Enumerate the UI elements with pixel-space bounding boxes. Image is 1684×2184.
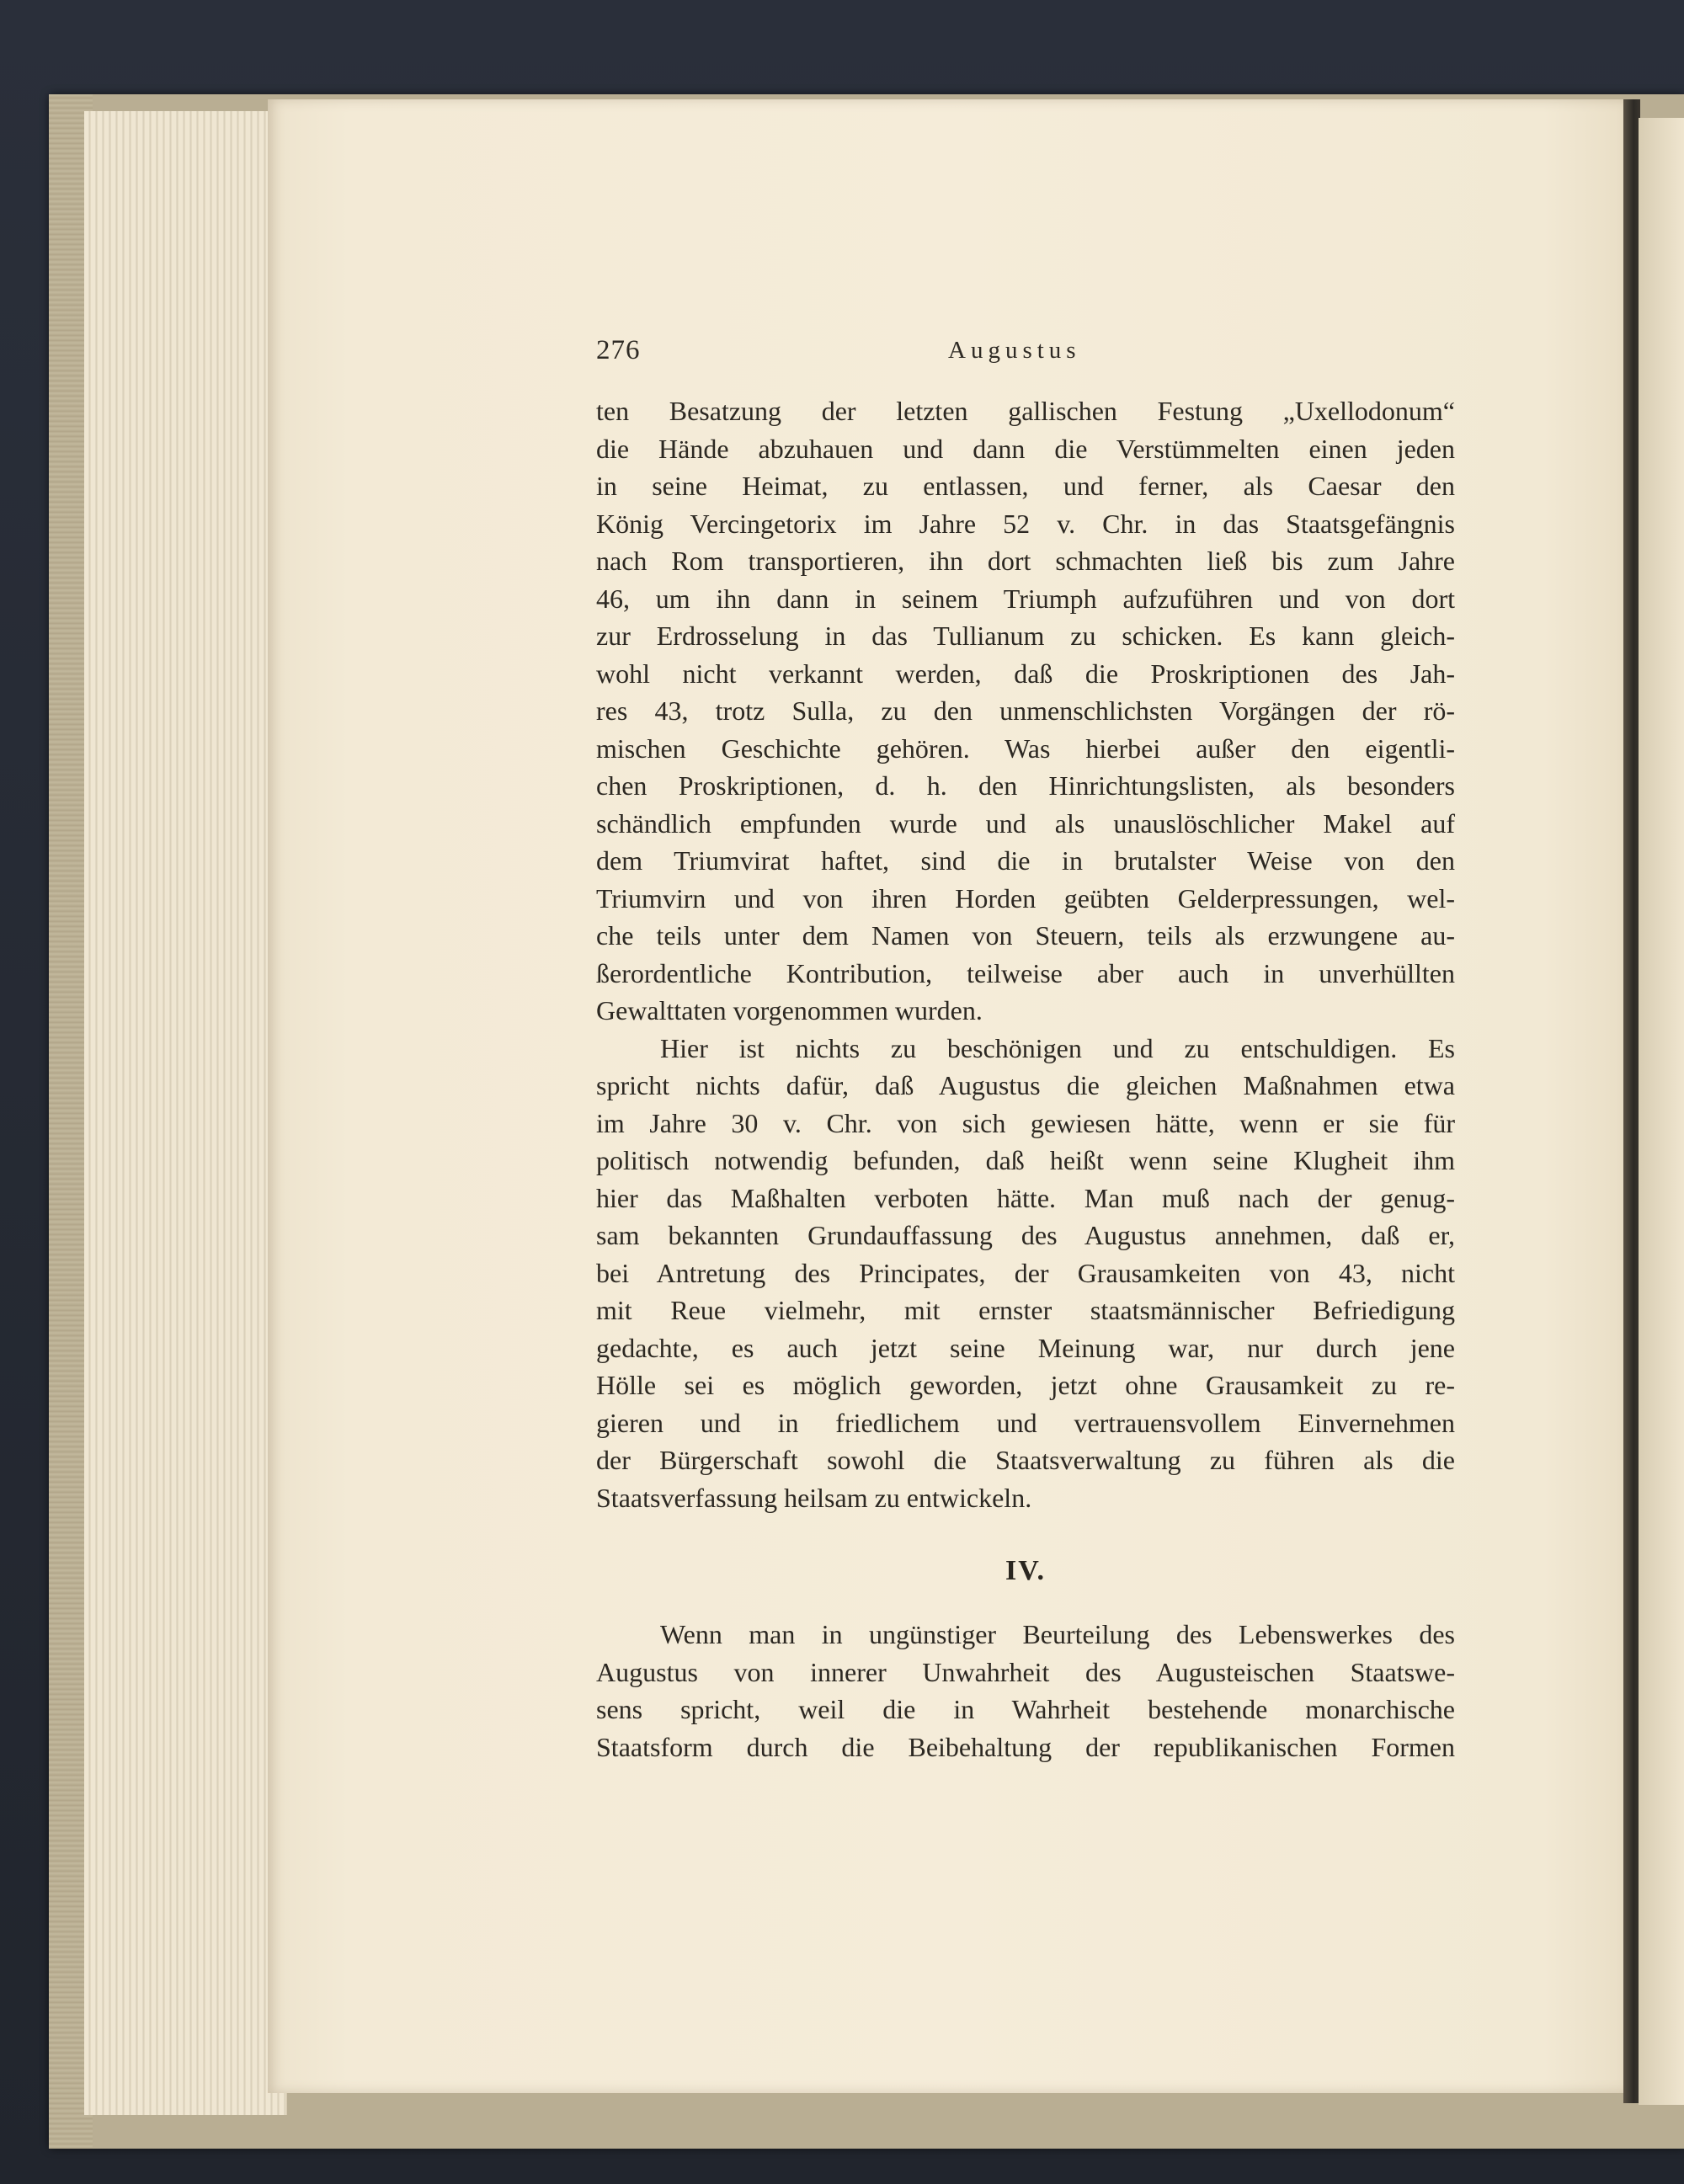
text-line: Staatsverfassung heilsam zu entwickeln. bbox=[596, 1482, 1032, 1513]
text-line: schändlich empfunden wurde und als unauslöschlicher Makel auf bbox=[596, 807, 1455, 839]
text-line: gedachte, es auch jetzt seine Meinung war, nur durch jene bbox=[596, 1332, 1455, 1363]
text-line: im Jahre 30 v. Chr. von sich gewiesen hätte, wenn er sie für bbox=[596, 1107, 1455, 1138]
facing-page-edge bbox=[1639, 118, 1684, 2105]
text-line: nach Rom transportieren, ihn dort schmachten ließ bis zum Jahre bbox=[596, 546, 1455, 576]
text-line: bei Antretung des Principates, der Grausamkeiten von 43, nicht bbox=[596, 1257, 1455, 1288]
text-line: Triumvirn und von ihren Horden geübten Gelderpressungen, wel- bbox=[596, 882, 1455, 914]
paragraph-3 bbox=[596, 1616, 1455, 1766]
body-text bbox=[596, 392, 1455, 1766]
text-line: König Vercingetorix im Jahre 52 v. Chr. in das Staatsgefängnis bbox=[596, 508, 1455, 539]
text-line: gieren und in friedlichem und vertrauensvollem Einvernehmen bbox=[596, 1407, 1455, 1438]
page-edges-stack bbox=[84, 111, 287, 2115]
text-line: dem Triumvirat haftet, sind die in brutalster Weise von den bbox=[596, 845, 1455, 876]
running-head: Augustus bbox=[948, 337, 1081, 364]
text-line: sam bekannten Grundauffassung des Augustus annehmen, daß er, bbox=[596, 1220, 1455, 1250]
text-line: in seine Heimat, zu entlassen, und ferner, als Caesar den bbox=[596, 471, 1455, 501]
text-line: 46, um ihn dann in seinem Triumph aufzuführen und von dort bbox=[596, 583, 1455, 614]
text-line: che teils unter dem Namen von Steuern, teils als erzwungene au- bbox=[596, 920, 1455, 951]
text-line: ten Besatzung der letzten gallischen Festung „Uxellodonum“ bbox=[596, 396, 1455, 426]
text-line: spricht nichts dafür, daß Augustus die gleichen Maßnahmen etwa bbox=[596, 1070, 1455, 1100]
page-header bbox=[596, 335, 1455, 369]
text-line: mit Reue vielmehr, mit ernster staatsmännischer Befriedigung bbox=[596, 1295, 1455, 1325]
paragraph-1 bbox=[596, 392, 1455, 1030]
text-line: Hier ist nichts zu beschönigen und zu entschuldigen. Es bbox=[660, 1032, 1455, 1063]
text-line: sens spricht, weil die in Wahrheit bestehende monarchische bbox=[596, 1694, 1455, 1724]
text-line: der Bürgerschaft sowohl die Staatsverwaltung zu führen als die bbox=[596, 1445, 1455, 1475]
text-line: zur Erdrosselung in das Tullianum zu schicken. Es kann gleich- bbox=[596, 621, 1455, 651]
text-line: Staatsform durch die Beibehaltung der republikanischen Formen bbox=[596, 1731, 1455, 1762]
text-line: ßerordentliche Kontribution, teilweise aber auch in unverhüllten bbox=[596, 957, 1455, 988]
text-line: Wenn man in ungünstiger Beurteilung des Lebenswerkes des bbox=[660, 1619, 1455, 1649]
text-line: wohl nicht verkannt werden, daß die Proskriptionen des Jah- bbox=[596, 658, 1455, 689]
text-line: Hölle sei es möglich geworden, jetzt ohne Grausamkeit zu re- bbox=[596, 1370, 1455, 1400]
text-line: mischen Geschichte gehören. Was hierbei außer den eigentli- bbox=[596, 732, 1455, 764]
text-line: Augustus von innerer Unwahrheit des Augusteischen Staatswe- bbox=[596, 1656, 1455, 1687]
page-number: 276 bbox=[596, 335, 641, 365]
section-heading: IV. bbox=[1005, 1555, 1046, 1586]
paragraph-2 bbox=[596, 1030, 1455, 1517]
text-line: die Hände abzuhauen und dann die Verstümmelten einen jeden bbox=[596, 433, 1455, 464]
text-line: chen Proskriptionen, d. h. den Hinrichtungslisten, als besonders bbox=[596, 770, 1455, 801]
gutter-shadow bbox=[1623, 99, 1640, 2103]
text-line: res 43, trotz Sulla, zu den unmenschlichsten Vorgängen der rö- bbox=[596, 695, 1455, 726]
text-line: politisch notwendig befunden, daß heißt wenn seine Klugheit ihm bbox=[596, 1145, 1455, 1175]
text-line: hier das Maßhalten verboten hätte. Man muß nach der genug- bbox=[596, 1182, 1455, 1213]
text-line: Gewalttaten vorgenommen wurden. bbox=[596, 995, 983, 1025]
